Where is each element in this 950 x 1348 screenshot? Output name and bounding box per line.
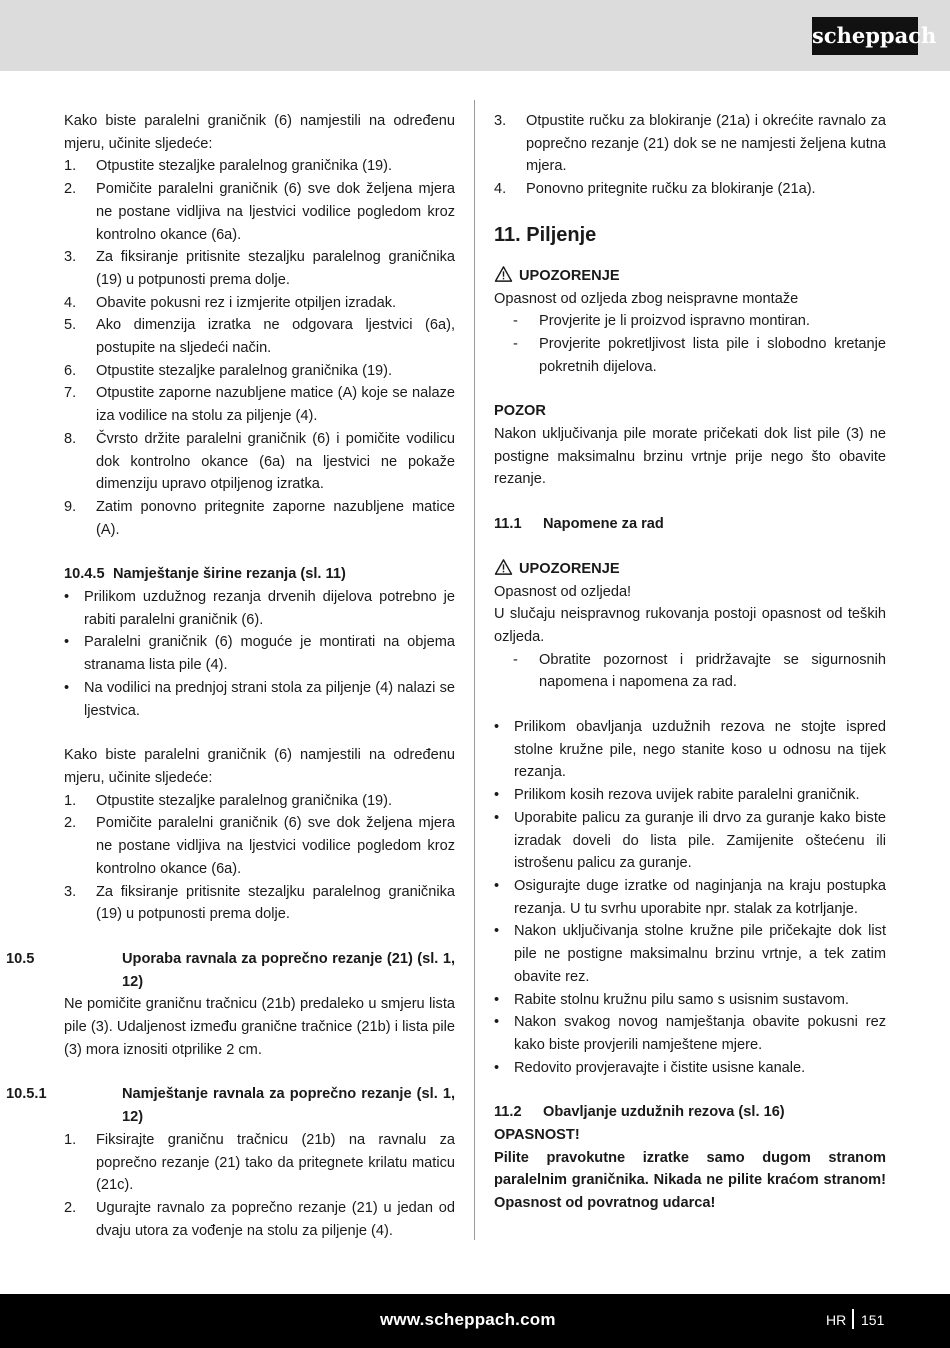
steps-list-1: [64, 155, 455, 541]
section-heading-11-2: 11.2 Obavljanje uzdužnih rezova (sl. 16): [494, 1104, 785, 1121]
section-heading-10-5-1: 10.5.1 Namještanje ravnala za poprečno rezanje (sl. 1, 12): [6, 1086, 455, 1126]
bullet-item: • Prilikom obavljanja uzdužnih rezova ne stojte ispred stolne kružne pile, nego stanite koso u odnosu na tijek rezanja.: [494, 719, 886, 781]
warning-text-2b: U slučaju neispravnog rukovanja postoji opasnost od teških ozljeda.: [494, 606, 886, 645]
page-footer: [0, 1294, 950, 1348]
right-column: [494, 110, 886, 1215]
numbered-step: 4. Obavite pokusni rez i izmjerite otpiljen izradak.: [64, 294, 397, 311]
intro-paragraph: Kako biste paralelni graničnik (6) namjestili na određenu mjeru, učinite sljedeće:: [64, 113, 455, 152]
warning-heading-2: UPOZORENJE: [494, 558, 886, 581]
bullet-item: • Rabite stolnu kružnu pilu samo s usisnim sustavom.: [494, 991, 849, 1008]
danger-text: Pilite pravokutne izratke samo dugom stranom paralelnim graničnika. Nikada ne pilite kraćom stranom! Opasnost od povratnog udarca!: [494, 1149, 886, 1212]
bullet-item: • Na vodilici na prednjoj strani stola za piljenje (4) nalazi se ljestvica.: [64, 679, 455, 719]
warning-dash-list-2: [494, 649, 886, 694]
bullet-item: • Prilikom uzdužnog rezanja drvenih dijelova potrebno je rabiti paralelni graničnik (6).: [64, 589, 455, 628]
left-column: [6, 110, 455, 1242]
dash-item: - Obratite pozornost i pridržavajte se sigurnosnih napomena i napomena za rad.: [513, 651, 886, 691]
bullet-item: • Uporabite palicu za guranje ili drvo za guranje kako biste izradak doveli do lista pile. Zamijenite oštećenu ili istrošenu palicu za guranje.: [494, 809, 886, 872]
warning-triangle-icon: [494, 266, 513, 282]
website-link[interactable]: www.scheppach.com: [380, 1310, 556, 1329]
bullets-11-1: [494, 716, 886, 1079]
numbered-step: 8. Čvrsto držite paralelni graničnik (6) i pomičite vodilicu dok kontrolno okance (6a) na ljestvici ne pokaže dimenziju upravo otpiljenog izratka.: [64, 430, 455, 493]
chapter-title: 11. Piljenje: [494, 223, 597, 246]
bullet-item: • Redovito provjeravajte i čistite usisne kanale.: [494, 1059, 806, 1076]
page-number: 151: [861, 1312, 885, 1328]
numbered-step: 2. Ugurajte ravnalo za poprečno rezanje (21) u jedan od dvaju utora za vođenje na stolu za piljenje (4).: [64, 1199, 455, 1239]
page-header: [0, 0, 950, 71]
numbered-step: 7. Otpustite zaporne nazubljene matice (A) koje se nalaze iza vodilice na stolu za piljenje (4).: [64, 385, 455, 425]
warning-text-1: Opasnost od ozljeda zbog neispravne montaže: [494, 290, 799, 307]
numbered-step: 4. Ponovno pritegnite ručku za blokiranje (21a).: [494, 181, 816, 198]
caution-heading: POZOR: [494, 403, 546, 420]
numbered-step: 9. Zatim ponovno pritegnite zaporne nazubljene matice (A).: [64, 498, 455, 538]
scheppach-logo: scheppach: [812, 17, 918, 55]
bullet-item: • Prilikom kosih rezova uvijek rabite paralelni graničnik.: [494, 787, 860, 804]
numbered-step: 3. Otpustite ručku za blokiranje (21a) i okrećite ravnalo za poprečno rezanje (21) dok se ne namjesti željena kutna mjera.: [494, 113, 886, 175]
section-heading-10-5: 10.5 Uporaba ravnala za poprečno rezanje (21) (sl. 1, 12): [6, 950, 455, 990]
numbered-step: 3. Za fiksiranje pritisnite stezaljku paralelnog graničnika (19) u potpunosti prema dolje.: [64, 883, 455, 923]
numbered-step: 3. Za fiksiranje pritisnite stezaljku paralelnog graničnika (19) u potpunosti prema dolje.: [64, 249, 455, 288]
warning-triangle-icon: [494, 559, 513, 575]
numbered-step: 1. Otpustite stezaljke paralelnog graničnika (19).: [64, 158, 393, 175]
warning-text-2a: Opasnost od ozljeda!: [494, 583, 632, 600]
bullet-item: • Nakon svakog novog namještanja obavite pokusni rez kako biste provjerili namještene mjere.: [494, 1014, 886, 1053]
numbered-step: 2. Pomičite paralelni graničnik (6) sve dok željena mjera ne postane vidljiva na ljestvici vodilice pogledom kroz kontrolno okance (6a).: [64, 181, 455, 243]
paragraph-10-5: Ne pomičite graničnu tračnicu (21b) predaleko u smjeru lista pile (3). Udaljenost između granične tračnice (21b) i lista pile (3) mora iznositi otprilike 2 cm.: [64, 996, 455, 1058]
numbered-step: 2. Pomičite paralelni graničnik (6) sve dok željena mjera ne postane vidljiva na ljestvici vodilice pogledom kroz kontrolno okance (6a).: [64, 815, 455, 877]
dash-item: - Provjerite pokretljivost lista pile i slobodno kretanje pokretnih dijelova.: [513, 335, 886, 375]
danger-heading: OPASNOST!: [494, 1127, 580, 1144]
caution-text: Nakon uključivanja pile morate pričekati dok list pile (3) ne postigne maksimalnu brzinu vrtnje prije nego što obavite rezanje.: [494, 426, 886, 488]
numbered-step: 5. Ako dimenzija izratka ne odgovara ljestvici (6a), postupite na sljedeći način.: [64, 317, 455, 357]
numbered-step: 1. Otpustite stezaljke paralelnog graničnika (19).: [64, 792, 393, 809]
section-heading-10-4-5: 10.4.5 Namještanje širine rezanja (sl. 11): [64, 566, 346, 583]
intro-paragraph-2: Kako biste paralelni graničnik (6) namjestili na određenu mjeru, učinite sljedeće:: [64, 747, 455, 786]
dash-item: - Provjerite je li proizvod ispravno montiran.: [513, 313, 810, 330]
numbered-step: 6. Otpustite stezaljke paralelnog graničnika (19).: [64, 362, 393, 379]
warning-heading-1: UPOZORENJE: [494, 265, 886, 288]
bullet-item: • Paralelni graničnik (6) moguće je montirati na objema stranama lista pile (4).: [64, 634, 455, 674]
section-heading-11-1: 11.1 Napomene za rad: [494, 516, 664, 533]
bullets-10-4-5: [64, 586, 455, 722]
column-divider: [474, 100, 475, 1240]
numbered-step: 1. Fiksirajte graničnu tračnicu (21b) na ravnalu za poprečno rezanje (21) tako da pritegnete krilatu maticu (21c).: [64, 1131, 455, 1194]
steps-list-top: [494, 110, 886, 201]
steps-list-3: [64, 1129, 455, 1243]
warning-dash-list-1: [494, 310, 886, 378]
language-code: HR: [826, 1312, 847, 1328]
bullet-item: • Osigurajte duge izratke od naginjanja na kraju postupka rezanja. U tu svrhu uporabite npr. stalak za kotrljanje.: [494, 877, 886, 917]
steps-list-2: [64, 790, 455, 926]
bullet-item: • Nakon uključivanja stolne kružne pile pričekajte dok list pile ne postigne maksimalnu brzinu vrtnje, a tek zatim obavite rez.: [494, 923, 886, 985]
footer-separator: [852, 1309, 854, 1329]
